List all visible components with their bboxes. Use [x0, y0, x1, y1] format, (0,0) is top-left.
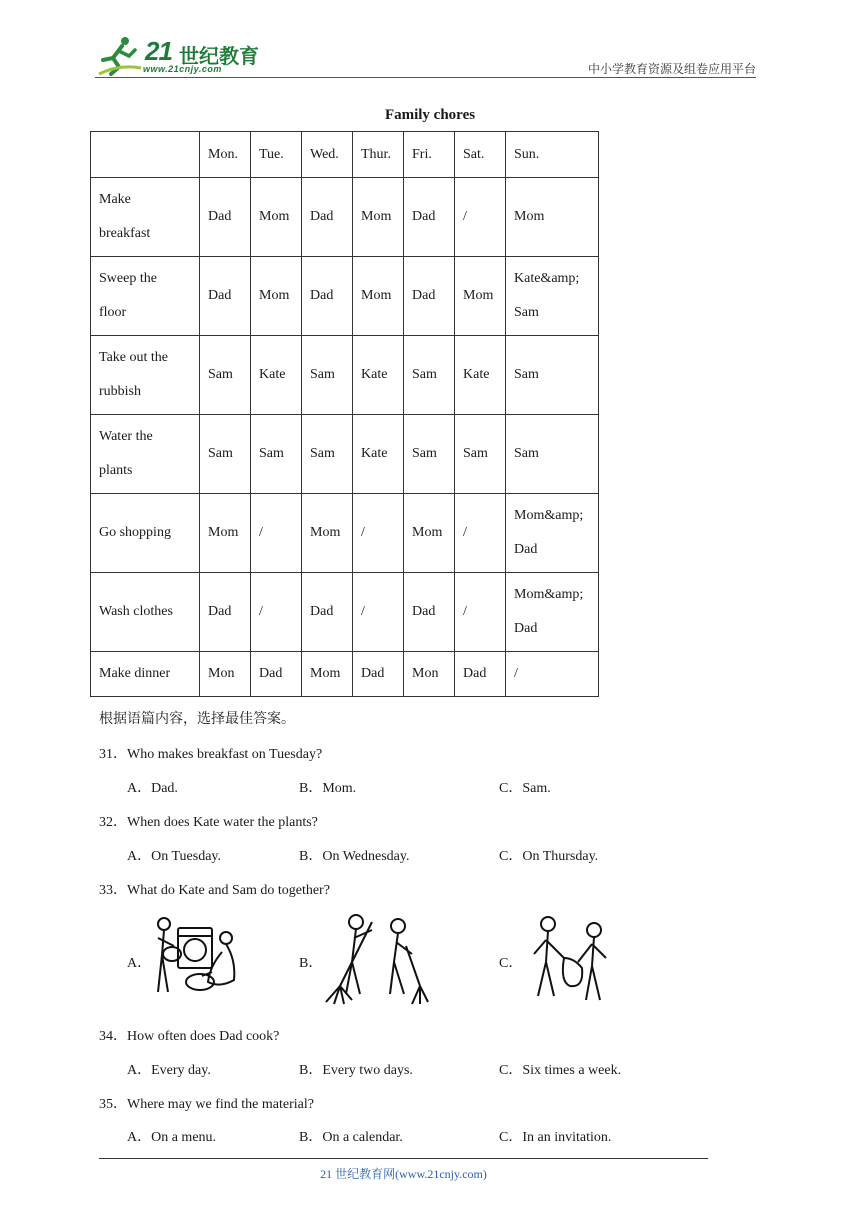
chore-name-cell [91, 336, 200, 415]
table-row [91, 494, 599, 573]
chore-name-line: rubbish [99, 384, 141, 399]
chore-name-line: Make dinner [99, 666, 171, 681]
question-31: 31．Who makes breakfast on Tuesday? [99, 747, 323, 762]
chore-name-cell [91, 178, 200, 257]
chore-name-line: Take out the [99, 350, 168, 365]
day-cell: Mon [404, 652, 455, 697]
question-33: 33．What do Kate and Sam do together? [99, 883, 330, 898]
day-cell: Kate [251, 336, 302, 415]
logo-number: 21 [145, 36, 172, 66]
chore-name-line: floor [99, 305, 127, 320]
q32-option-b[interactable]: B．On Wednesday. [299, 849, 410, 864]
table-row [91, 415, 599, 494]
column-header: Thur. [353, 132, 404, 178]
day-cell: Dad [200, 257, 251, 336]
day-cell: Mom&amp; Dad [506, 494, 599, 573]
day-cell: / [353, 494, 404, 573]
question-32: 32．When does Kate water the plants? [99, 815, 318, 830]
chore-name-line: plants [99, 463, 133, 478]
chore-name-cell [91, 573, 200, 652]
table-title: Family chores [384, 107, 476, 123]
q34-option-c[interactable]: C．Six times a week. [499, 1063, 622, 1078]
chore-name-line: Wash clothes [99, 604, 173, 619]
question-35: 35．Where may we find the material? [99, 1097, 314, 1112]
day-cell: Sam [302, 336, 353, 415]
day-cell: Sam [404, 336, 455, 415]
sweeping-floor-picture[interactable] [322, 910, 434, 1006]
footer-text: 21 世纪教育网(www.21cnjy.com) [320, 1167, 487, 1181]
day-cell: Mom [353, 178, 404, 257]
day-cell: Sam [404, 415, 455, 494]
day-cell: Sam [200, 415, 251, 494]
logo-text: 世纪教育 [179, 44, 259, 68]
table-row [91, 257, 599, 336]
chore-name-cell [91, 415, 200, 494]
day-cell: / [455, 178, 506, 257]
day-cell: Sam [506, 336, 599, 415]
column-header: Sat. [455, 132, 506, 178]
day-cell: Mom [455, 257, 506, 336]
day-cell: Mon [200, 652, 251, 697]
column-header: Tue. [251, 132, 302, 178]
q32-option-c[interactable]: C．On Thursday. [499, 849, 599, 864]
day-cell: Sam [200, 336, 251, 415]
q33-option-b[interactable]: B． [299, 956, 323, 971]
logo-url: www.21cnjy.com [143, 64, 222, 74]
day-cell: Mom [251, 257, 302, 336]
q35-option-b[interactable]: B．On a calendar. [299, 1130, 403, 1145]
column-header [91, 132, 200, 178]
q33-option-c[interactable]: C． [499, 956, 523, 971]
day-cell: Kate [455, 336, 506, 415]
day-cell: Mom [302, 494, 353, 573]
day-cell: Mom [506, 178, 599, 257]
chore-name-line: Make [99, 192, 131, 207]
chore-name-cell [91, 257, 200, 336]
chore-name-cell [91, 652, 200, 697]
day-cell: Sam [455, 415, 506, 494]
day-cell: Mom [404, 494, 455, 573]
instruction-text: 根据语篇内容，选择最佳答案。 [99, 711, 295, 727]
q34-option-a[interactable]: A．Every day. [127, 1063, 211, 1078]
day-cell: Sam [251, 415, 302, 494]
day-cell: Dad [455, 652, 506, 697]
q34-option-b[interactable]: B．Every two days. [299, 1063, 413, 1078]
table-row [91, 178, 599, 257]
q33-option-a[interactable]: A． [127, 956, 152, 971]
day-cell: Mom [302, 652, 353, 697]
day-cell: Dad [404, 178, 455, 257]
column-header: Wed. [302, 132, 353, 178]
q35-option-c[interactable]: C．In an invitation. [499, 1130, 612, 1145]
day-cell: Dad [302, 573, 353, 652]
day-cell: Kate [353, 415, 404, 494]
day-cell: Dad [251, 652, 302, 697]
q31-option-b[interactable]: B．Mom. [299, 781, 357, 796]
q31-option-c[interactable]: C．Sam. [499, 781, 551, 796]
header-platform-text: 中小学教育资源及组卷应用平台 [587, 62, 756, 76]
day-cell: Kate&amp; Sam [506, 257, 599, 336]
table-header-row [91, 132, 599, 178]
column-header: Mon. [200, 132, 251, 178]
day-cell: Mom&amp; Dad [506, 573, 599, 652]
column-header: Fri. [404, 132, 455, 178]
runner-icon [95, 34, 143, 78]
chore-name-cell [91, 494, 200, 573]
day-cell: / [506, 652, 599, 697]
day-cell: / [251, 494, 302, 573]
question-34: 34．How often does Dad cook? [99, 1029, 280, 1044]
chore-name-line: Sweep the [99, 271, 157, 286]
day-cell: Dad [404, 573, 455, 652]
footer-divider [99, 1158, 708, 1159]
day-cell: / [455, 494, 506, 573]
day-cell: / [353, 573, 404, 652]
chore-name-line: Go shopping [99, 525, 171, 540]
header-divider [95, 77, 756, 78]
q32-option-a[interactable]: A．On Tuesday. [127, 849, 221, 864]
day-cell: Dad [302, 178, 353, 257]
taking-out-rubbish-picture[interactable] [524, 912, 616, 1006]
day-cell: Dad [200, 573, 251, 652]
washing-clothes-picture[interactable] [150, 910, 242, 1002]
day-cell: Sam [302, 415, 353, 494]
day-cell: Dad [302, 257, 353, 336]
day-cell: / [455, 573, 506, 652]
chores-table [90, 131, 599, 697]
day-cell: Sam [506, 415, 599, 494]
site-logo [95, 34, 260, 78]
table-row [91, 336, 599, 415]
day-cell: Mom [251, 178, 302, 257]
q35-option-a[interactable]: A．On a menu. [127, 1130, 217, 1145]
chore-name-line: Water the [99, 429, 153, 444]
day-cell: / [251, 573, 302, 652]
column-header: Sun. [506, 132, 599, 178]
day-cell: Dad [404, 257, 455, 336]
day-cell: Dad [353, 652, 404, 697]
table-row [91, 573, 599, 652]
day-cell: Kate [353, 336, 404, 415]
day-cell: Mom [353, 257, 404, 336]
day-cell: Dad [200, 178, 251, 257]
q31-option-a[interactable]: A．Dad. [127, 781, 178, 796]
table-row [91, 652, 599, 697]
chore-name-line: breakfast [99, 226, 151, 241]
day-cell: Mom [200, 494, 251, 573]
